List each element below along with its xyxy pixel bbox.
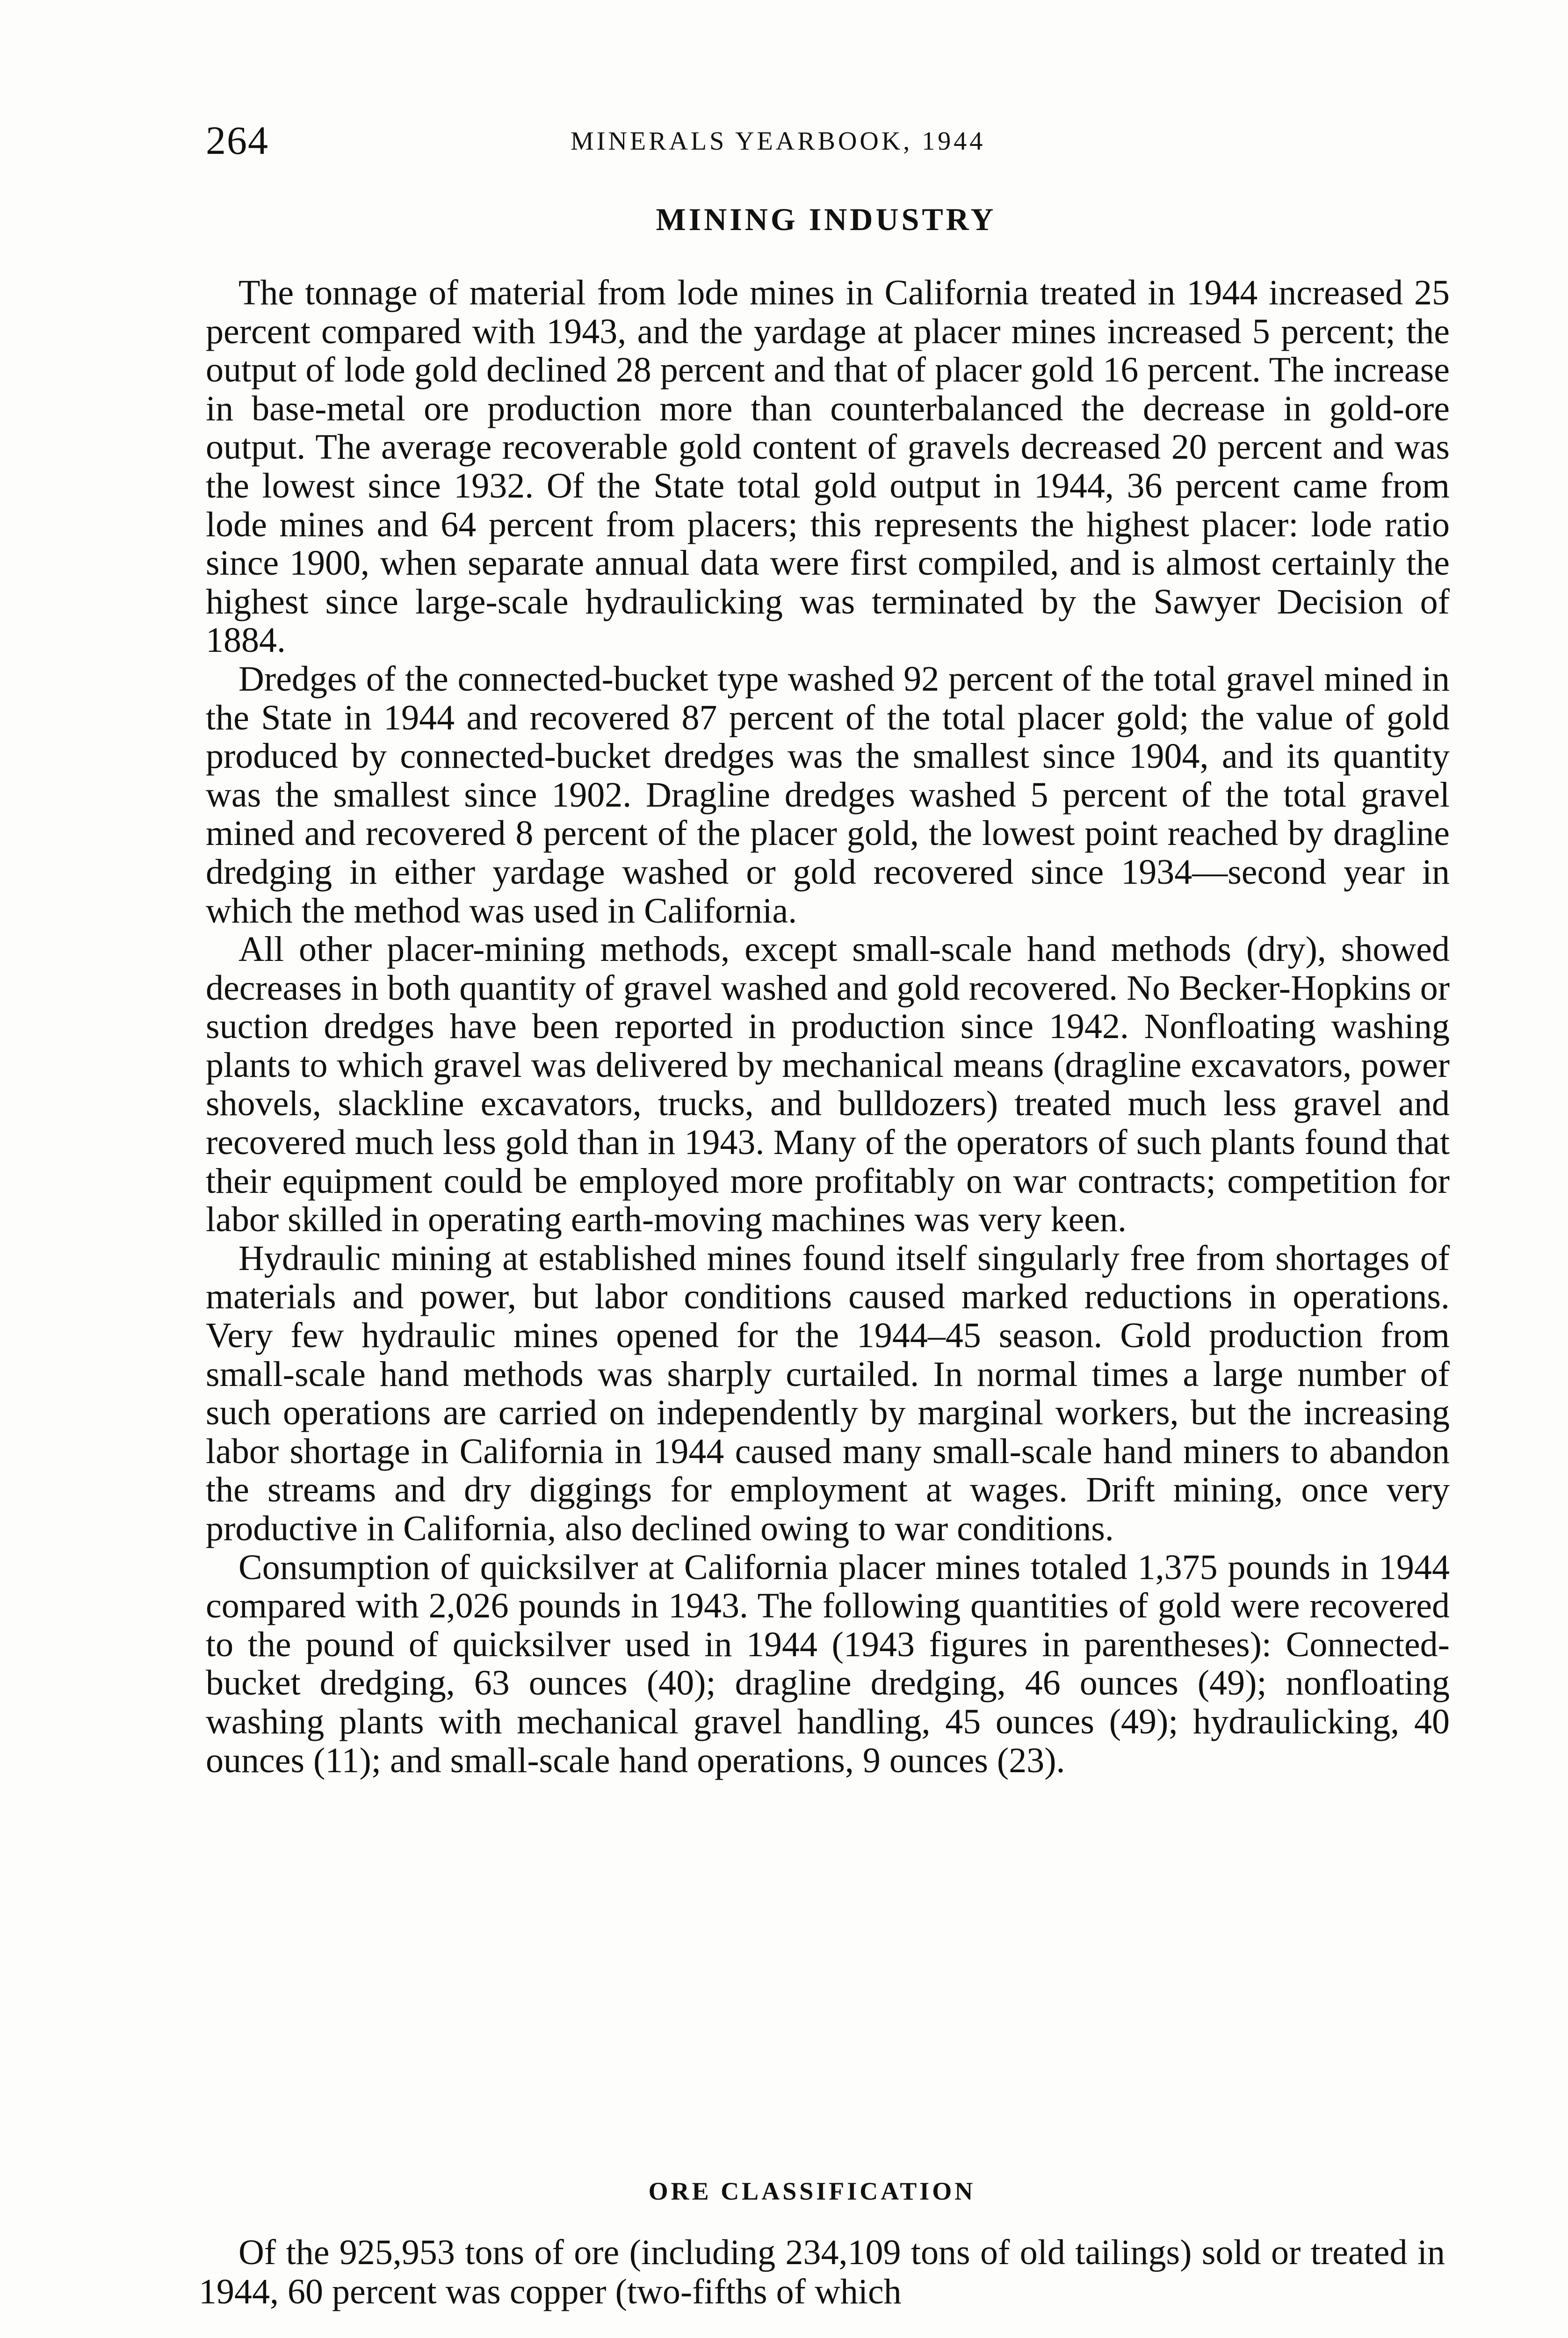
paragraph-other-placer-methods: All other placer-mining methods, except small-scale hand methods (dry), showed decreases in both quantity of gravel washed and gold recovered. No Becker-Hopkins or suction dredges have been reported in production since 1942. Nonfloating washing plants to which gravel was delivered by mechanical means (dragline excavators, power shovels, slackline excavators, trucks, and bulldozers) treated much less gravel and recovered much less gold than in 1943. Many of the operators of such plants found that their equipment could be employed more profitably on war contracts; competition for labor skilled in operating earth-moving machines was very keen. xyxy=(206,930,1450,1240)
section-title: MINING INDUSTRY xyxy=(656,202,997,237)
subsection-title: ORE CLASSIFICATION xyxy=(648,2177,976,2205)
paragraph-lode-placer-output: The tonnage of material from lode mines in California treated in 1944 increased 25 percent compared with 1943, and the yardage at placer mines increased 5 percent; the output of lode gold declined 28 percent and that of placer gold 16 percent. The increase in base-metal ore production more than counterbalanced the decrease in gold-ore output. The average recoverable gold content of gravels decreased 20 percent and was the lowest since 1932. Of the State total gold output in 1944, 36 percent came from lode mines and 64 percent from placers; this represents the highest placer: lode ratio since 1900, when separate annual data were first compiled, and is almost certainly the highest since large-scale hydraulicking was terminated by the Sawyer Decision of 1884. xyxy=(206,273,1450,660)
paragraph-hydraulic-mining: Hydraulic mining at established mines found itself singularly free from shortages of materials and power, but labor conditions caused marked reductions in operations. Very few hydraulic mines opened for the 1944–45 season. Gold production from small-scale hand methods was sharply curtailed. In normal times a large number of such operations are carried on independently by marginal workers, but the increasing labor shortage in California in 1944 caused many small-scale hand miners to abandon the streams and dry diggings for employment at wages. Drift mining, once very productive in California, also declined owing to war conditions. xyxy=(206,1238,1450,1548)
paragraph-dredges: Dredges of the connected-bucket type washed 92 percent of the total gravel mined in the State in 1944 and recovered 87 percent of the total placer gold; the value of gold produced by connected-bucket dredges was the smallest since 1904, and its quantity was the smallest since 1902. Dragline dredges washed 5 percent of the total gravel mined and recovered 8 percent of the placer gold, the lowest point reached by dragline dredging in either yardage washed or gold recovered since 1934—second year in which the method was used in California. xyxy=(206,659,1450,931)
body-text xyxy=(206,274,1450,1780)
paragraph-ore-classification: Of the 925,953 tons of ore (including 234,109 tons of old tailings) sold or treated in 1944, 60 percent was copper (two-fifths of which xyxy=(199,2233,1445,2311)
page-number: 264 xyxy=(206,118,269,163)
paragraph-quicksilver-consumption: Consumption of quicksilver at California placer mines totaled 1,375 pounds in 1944 compared with 2,026 pounds in 1943. The following quantities of gold were recovered to the pound of quicksilver used in 1944 (1943 figures in parentheses): Connected-bucket dredging, 63 ounces (40); dragline dredging, 46 ounces (49); nonfloating washing plants with mechanical gravel handling, 45 ounces (49); hydraulicking, 40 ounces (11); and small-scale hand operations, 9 ounces (23). xyxy=(206,1547,1450,1780)
running-title: MINERALS YEARBOOK, 1944 xyxy=(571,127,986,156)
ore-classification-text xyxy=(199,2233,1445,2311)
page-header xyxy=(206,117,1450,168)
